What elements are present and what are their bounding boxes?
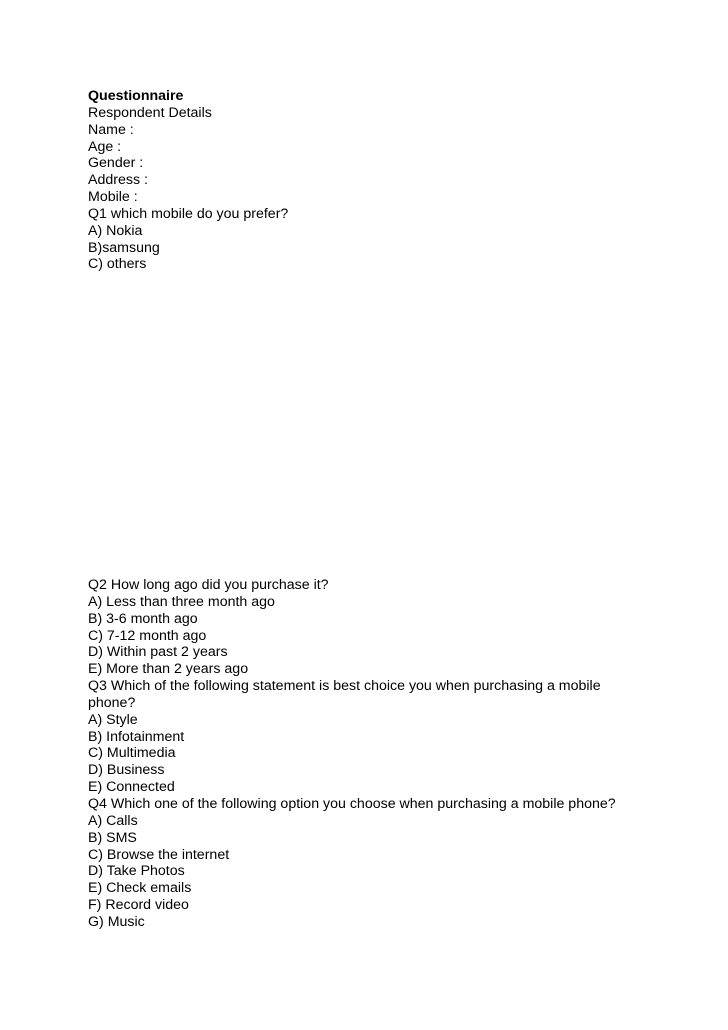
field-name: Name : [88, 121, 134, 138]
q4-option: G) Music [88, 913, 145, 930]
q1-option: B)samsung [88, 239, 160, 256]
q1-option: C) others [88, 256, 147, 273]
questions-section [88, 577, 688, 931]
q3-option: A) Style [88, 711, 138, 728]
q4-question: Q4 Which one of the following option you choose when purchasing a mobile phone? [88, 795, 616, 812]
respondent-heading: Respondent Details [88, 104, 212, 121]
field-age: Age : [88, 138, 122, 155]
q4-option: D) Take Photos [88, 863, 185, 880]
q2-question: Q2 How long ago did you purchase it? [88, 577, 329, 593]
field-gender: Gender : [88, 155, 144, 172]
q4-option: F) Record video [88, 897, 189, 914]
q3-option: B) Infotainment [88, 728, 185, 745]
q3-option: D) Business [88, 762, 165, 779]
q3-option: E) Connected [88, 779, 175, 796]
q4-option: B) SMS [88, 829, 137, 846]
q4-option: E) Check emails [88, 880, 192, 897]
q3-question: Q3 Which of the following statement is best choice you when purchasing a mobile phone? [88, 678, 601, 711]
q2-option: E) More than 2 years ago [88, 661, 249, 678]
q3-option: C) Multimedia [88, 745, 176, 762]
field-address: Address : [88, 172, 148, 189]
q2-option: C) 7-12 month ago [88, 627, 207, 644]
respondent-section [88, 88, 688, 273]
q4-option: C) Browse the internet [88, 846, 230, 863]
field-mobile: Mobile : [88, 189, 138, 206]
q1-option: A) Nokia [88, 222, 143, 239]
page-title: Questionnaire [88, 88, 184, 104]
q2-option: D) Within past 2 years [88, 644, 228, 661]
q4-option: A) Calls [88, 812, 138, 829]
q2-option: A) Less than three month ago [88, 593, 275, 610]
q2-option: B) 3-6 month ago [88, 610, 198, 627]
q1-question: Q1 which mobile do you prefer? [88, 205, 289, 222]
